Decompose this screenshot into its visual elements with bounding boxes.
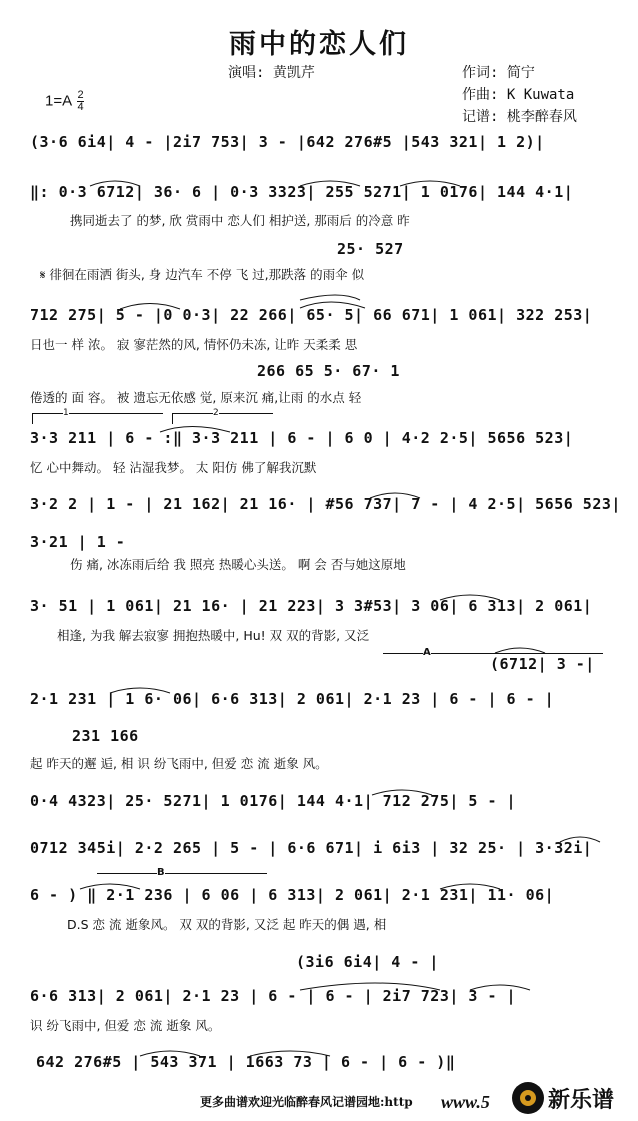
lyric-line-11: 识 纷飞雨中, 但爱 恋 流 逝象 风。	[30, 1018, 221, 1033]
score-line-11: 6·6 313| 2 061| 2·1 23 | 6 - | 6 - | 2i7 723| 3 - |	[30, 987, 517, 1005]
time-signature: $\frac{2}{4}$	[77, 89, 84, 113]
song-title: 雨中的恋人们	[229, 29, 409, 60]
volta-1-bracket: 1	[32, 413, 163, 424]
score-line-12: 642 276#5 | 543 371 | 1663 73 | 6 - | 6 - )‖	[36, 1053, 456, 1071]
score-line-2b: 25· 527	[337, 240, 404, 258]
score-line-7: 2·1 231 | 1 6· 06| 6·6 313| 2 061| 2·1 23 | 6 - | 6 - |	[30, 690, 555, 708]
vinyl-disc-icon	[512, 1082, 544, 1114]
singer-credit: 演唱: 黄凯芹	[228, 65, 315, 81]
lyric-line-4: 忆 心中舞动。 轻 沾湿我梦。 太 阳仿 佛了解我沉默	[30, 460, 317, 475]
footer-note: 更多曲谱欢迎光临醉春风记谱园地:http	[200, 1095, 413, 1109]
score-line-8: 0·4 4323| 25· 5271| 1 0176| 144 4·1| 712 275| 5 - |	[30, 792, 517, 810]
logo-text: 新乐谱	[548, 1088, 615, 1113]
score-line-10: 6 - ) ‖ 2·1 236 | 6 06 | 6 313| 2 061| 2·1 231| 11· 06|	[30, 886, 555, 904]
key-signature: 1=A $\frac{2}{4}$	[45, 89, 84, 113]
score-line-1: (3·6 6i4| 4 - |2i7 753| 3 - |642 276#5 |543 321| 1 2)|	[30, 133, 545, 151]
site-logo[interactable]	[508, 1079, 634, 1117]
lyric-line-6: 相逢, 为我 解去寂寥 拥抱热暖中, Hu! 双 双的背影, 又泛	[57, 628, 370, 643]
lyric-line-3b: 倦透的 面 容。 被 遗忘无依感 觉, 原来沉 痛,让雨 的水点 轻	[30, 390, 362, 405]
score-line-4: 3·3 211 | 6 - :‖ 3·3 211 | 6 - | 6 0 | 4·2 2·5| 5656 523|	[30, 429, 574, 447]
score-line-6b: (6712| 3 -|	[490, 655, 595, 673]
composer-credit: 作曲: K Kuwata	[462, 87, 575, 103]
score-line-5b: 3·21 | 1 -	[30, 533, 126, 551]
score-line-9: 0712 345i| 2·2 265 | 5 - | 6·6 671| i 6i3 | 32 25· | 3·32i|	[30, 839, 593, 857]
lyric-line-2b: 𝄋 徘徊在雨洒 街头, 身 边汽车 不停 飞 过,那跌落 的雨伞 似	[40, 267, 365, 282]
lyric-line-2: 携同逝去了 的梦, 欣 赏雨中 恋人们 相护送, 那雨后 的冷意 昨	[70, 213, 410, 228]
segment-a-line: A	[383, 653, 603, 654]
lyric-line-5: 伤 痛, 冰冻雨后给 我 照亮 热暖心头送。 啊 会 否与她这原地	[70, 557, 406, 572]
score-line-7b: 231 166	[72, 727, 139, 745]
transcriber-credit: 记谱: 桃李醉春风	[462, 109, 577, 125]
score-line-5: 3·2 2 | 1 - | 21 162| 21 16· | #56 737| 7 - | 4 2·5| 5656 523|	[30, 495, 621, 513]
lyric-line-10: D.S 恋 流 逝象风。 双 双的背影, 又泛 起 昨天的偶 遇, 相	[67, 917, 387, 932]
lyricist-credit: 作词: 简宁	[462, 65, 535, 81]
score-line-3b: 266 65 5· 67· 1	[257, 362, 400, 380]
score-line-10b: (3i6 6i4| 4 - |	[296, 953, 439, 971]
footer-url[interactable]: www.5	[441, 1092, 490, 1112]
score-line-2: ‖: 0·3 6712| 36· 6 | 0·3 3323| 255 5271| 1 0176| 144 4·1|	[30, 183, 574, 201]
lyric-line-7: 起 昨天的邂 逅, 相 识 纷飞雨中, 但爱 恋 流 逝象 风。	[30, 756, 328, 771]
segment-b-line: B	[97, 873, 267, 874]
score-line-6: 3· 51 | 1 061| 21 16· | 21 223| 3 3#53| 3 06| 6 313| 2 061|	[30, 597, 593, 615]
score-line-3: 712 275| 5 - |0 0·3| 22 266| 65· 5| 66 671| 1 061| 322 253|	[30, 306, 593, 324]
volta-2-bracket: 2	[172, 413, 273, 424]
lyric-line-3: 日也一 样 浓。 寂 寥茫然的风, 情怀仍未冻, 让昨 天柔柔 思	[30, 337, 358, 352]
